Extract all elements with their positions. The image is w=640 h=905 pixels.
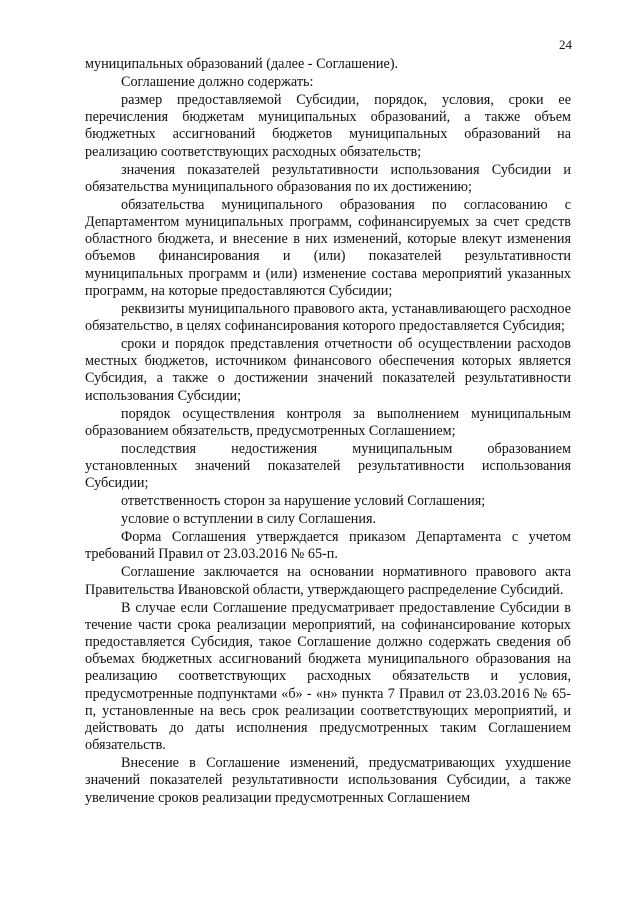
page-number: 24: [559, 37, 572, 52]
paragraph-legal-act-details: реквизиты муниципального правового акта, устанавливающего расходное обязательство, в целях софинансирования которого предоставляется Субсидия;: [85, 300, 571, 335]
paragraph-agreement-contents-intro: Соглашение должно содержать:: [121, 74, 314, 90]
paragraph-agreement-amendments: Внесение в Соглашение изменений, предусматривающих ухудшение значений показателей результативности использования Субсидии, а также увеличение сроков реализации предусмотренных Соглашением: [85, 755, 571, 806]
paragraph-continuation: муниципальных образований (далее - Соглашение).: [85, 56, 399, 72]
paragraph-partial-term-subsidy: В случае если Соглашение предусматривает предоставление Субсидии в течение части срока реализации мероприятий, на софинансирование которых предоставляется Субсидия, такое Соглашение должно содержать сведения об объемах бюджетных ассигнований бюджета муниципального образования на реализацию соответствующих расходных обязательств и условия, предусмотренные подпунктами «б» - «н» пункта 7 Правил от 23.03.2016 № 65-п, установленные на весь срок реализации соответствующих мероприятий, и действовать до даты исполнения предусмотренных таким Соглашением обязательств.: [85, 599, 571, 754]
paragraph-agreement-basis: Соглашение заключается на основании нормативного правового акта Правительства Ивановской области, утверждающего распределение Субсидий.: [85, 564, 571, 598]
paragraph-performance-indicators: значения показателей результативности использования Субсидии и обязательства муниципального образования по их достижению;: [85, 161, 571, 195]
paragraph-subsidy-amount: размер предоставляемой Субсидии, порядок, условия, сроки ее перечисления бюджетам муниципальных образований, а также объем бюджетных ассигнований бюджетов муниципальных образований на реализацию соответствующих расходных обязательств;: [85, 92, 571, 160]
paragraph-municipal-obligations: обязательства муниципального образования по согласованию с Департаментом муниципальных программ, софинансируемых за счет средств областного бюджета, и внесение в них изменений, которые влекут изменения объемов финансирования и (или) показателей результативности муниципальных программ и (или) изменение состава мероприятий указанных программ, на которые предоставляются Субсидии;: [85, 196, 571, 299]
paragraph-non-achievement-consequences: последствия недостижения муниципальным образованием установленных значений показателей результативности использования Субсидии;: [85, 440, 571, 492]
paragraph-control-procedure: порядок осуществления контроля за выполнением муниципальным образованием обязательств, предусмотренных Соглашением;: [85, 405, 571, 439]
paragraph-agreement-form: Форма Соглашения утверждается приказом Департамента с учетом требований Правил от 23.03.2016 № 65-п.: [85, 529, 571, 563]
document-body: [85, 56, 571, 808]
paragraph-entry-into-force: условие о вступлении в силу Соглашения.: [121, 511, 377, 528]
paragraph-reporting-terms: сроки и порядок представления отчетности об осуществлении расходов местных бюджетов, источником финансового обеспечения которых является Субсидия, а также о достижении значений показателей результативности использования Субсидии;: [85, 336, 571, 404]
paragraph-liability: ответственность сторон за нарушение условий Соглашения;: [121, 493, 486, 510]
